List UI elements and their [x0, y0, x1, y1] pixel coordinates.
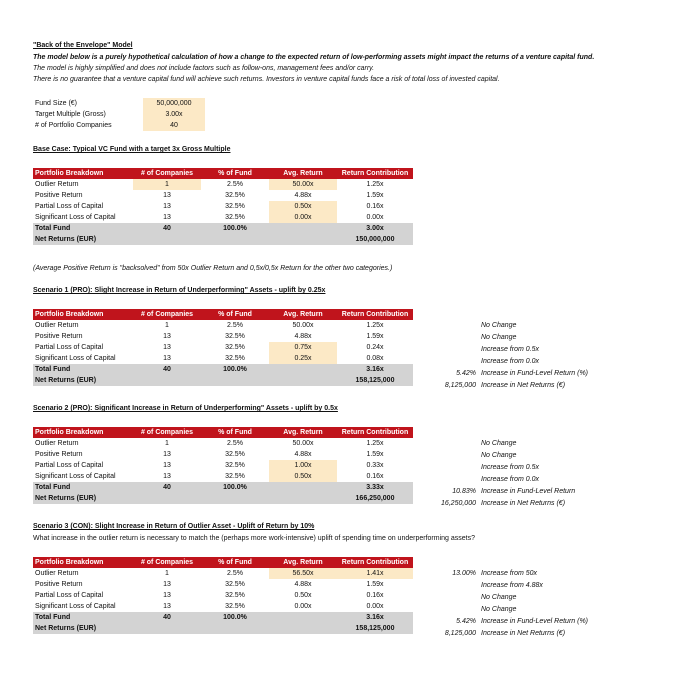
- cell[interactable]: 1.41x: [337, 568, 413, 579]
- cell: 32.5%: [225, 592, 245, 599]
- base-footnote: (Average Positive Return is "backsolved" from 50x Outlier Return and 0,5x/0,5x Return for the other two categories.): [33, 265, 393, 272]
- cell: [269, 612, 337, 623]
- cell: 158,125,000: [337, 623, 413, 634]
- table-row: [33, 179, 413, 190]
- scenario-3-title: Scenario 3 (CON): Slight Increase in Return of Outlier Asset - Uplift of Return by 10%: [33, 523, 315, 530]
- table-row: [33, 353, 413, 364]
- scenario-3-question: What increase in the outlier return is necessary to match the (perhaps more work-intensive) uplift of spending time on underperforming assets?: [33, 535, 475, 542]
- cell: [133, 234, 201, 245]
- scenario-2-net-increase: 16,250,000: [440, 500, 476, 507]
- cell: 13: [163, 451, 171, 458]
- cell: 32.5%: [225, 451, 245, 458]
- cell: 1.59x: [366, 192, 384, 199]
- cell: 13: [163, 355, 171, 362]
- cell: 13: [163, 473, 171, 480]
- scenario-2-table: [33, 427, 413, 504]
- cell[interactable]: 50.00x: [269, 179, 337, 190]
- row-label: Outlier Return: [35, 440, 79, 447]
- table-row: [33, 449, 413, 460]
- scenario-1-note: Increase in Fund-Level Return (%): [481, 370, 588, 377]
- cell: 100.0%: [201, 223, 269, 234]
- scenario-2-note: Increase in Net Returns (€): [481, 500, 566, 507]
- scenario-3-note: No Change: [481, 594, 517, 601]
- col-header: Avg. Return: [269, 557, 337, 568]
- table-row: [33, 568, 413, 579]
- cell: 13: [163, 333, 171, 340]
- cell: [201, 375, 269, 386]
- table-row: [33, 438, 413, 449]
- input-table: [33, 98, 205, 131]
- cell: 32.5%: [225, 214, 245, 221]
- col-header: Return Contribution: [337, 557, 413, 568]
- scenario-2-note: Increase from 0.5x: [481, 464, 539, 471]
- table-row: [33, 601, 413, 612]
- base-case-table: [33, 168, 413, 245]
- row-label: Positive Return: [35, 333, 83, 340]
- intro-line-1: The model below is a purely hypothetical calculation of how a change to the expected return of low-performing assets might impact the returns of a venture capital fund.: [33, 54, 595, 61]
- input-row: [33, 98, 205, 109]
- col-header: Return Contribution: [337, 309, 413, 320]
- cell: 0.00x: [366, 603, 384, 610]
- cell: [201, 234, 269, 245]
- cell: 0.24x: [366, 344, 384, 351]
- cell: [133, 493, 201, 504]
- col-header: # of Companies: [133, 557, 201, 568]
- cell: 1: [165, 322, 169, 329]
- row-label: Net Returns (EUR): [33, 375, 133, 386]
- scenario-3-note: No Change: [481, 606, 517, 613]
- scenario-3-pct-increase: 5.42%: [456, 618, 476, 625]
- row-label: Outlier Return: [35, 322, 79, 329]
- intro-line-2: The model is highly simplified and does not include factors such as follow-ons, management fees and/or carry.: [33, 65, 375, 72]
- cell: 158,125,000: [337, 375, 413, 386]
- cell: 13: [163, 462, 171, 469]
- cell: 100.0%: [201, 482, 269, 493]
- cell: 0.00x: [366, 214, 384, 221]
- cell: [269, 375, 337, 386]
- net-row: [33, 493, 413, 504]
- cell: [133, 623, 201, 634]
- scenario-2-note: No Change: [481, 440, 517, 447]
- row-label: Partial Loss of Capital: [35, 203, 104, 210]
- cell: 0.08x: [366, 355, 384, 362]
- cell: [269, 364, 337, 375]
- table-row: [33, 331, 413, 342]
- cell: 32.5%: [225, 344, 245, 351]
- cell: 4.88x: [294, 192, 312, 199]
- cell: 13: [163, 592, 171, 599]
- cell[interactable]: 0.00x: [269, 212, 337, 223]
- cell: 32.5%: [225, 192, 245, 199]
- row-label: Outlier Return: [35, 570, 79, 577]
- cell[interactable]: 56.50x: [269, 568, 337, 579]
- col-header: Portfolio Breakdown: [33, 168, 133, 179]
- table-header-row: [33, 309, 413, 320]
- cell: 32.5%: [225, 333, 245, 340]
- scenario-1-note: No Change: [481, 334, 517, 341]
- scenario-1-table: [33, 309, 413, 386]
- table-row: [33, 320, 413, 331]
- cell: 1.25x: [366, 181, 384, 188]
- cell: 1.25x: [366, 322, 384, 329]
- cell: 2.5%: [227, 322, 243, 329]
- col-header: Portfolio Breakdown: [33, 309, 133, 320]
- intro-line-3: There is no guarantee that a venture capital fund will achieve such returns. Investors in venture capital funds face a risk of total loss of invested capital.: [33, 76, 500, 83]
- cell: 150,000,000: [337, 234, 413, 245]
- cell: 40: [133, 223, 201, 234]
- cell: [269, 234, 337, 245]
- col-header: Avg. Return: [269, 427, 337, 438]
- cell: 2.5%: [227, 181, 243, 188]
- table-row: [33, 579, 413, 590]
- col-header: Portfolio Breakdown: [33, 557, 133, 568]
- scenario-2-note: No Change: [481, 452, 517, 459]
- cell[interactable]: 1.00x: [269, 460, 337, 471]
- cell: 40: [133, 612, 201, 623]
- col-header: % of Fund: [201, 168, 269, 179]
- page-title: "Back of the Envelope" Model: [33, 42, 133, 49]
- cell: 0.16x: [366, 592, 384, 599]
- cell: 4.88x: [294, 451, 312, 458]
- cell: 4.88x: [294, 333, 312, 340]
- row-label: Outlier Return: [35, 181, 79, 188]
- cell: 32.5%: [225, 355, 245, 362]
- cell: 1.59x: [366, 451, 384, 458]
- fund-size-cell[interactable]: 50,000,000: [143, 98, 205, 109]
- cell[interactable]: 0.50x: [269, 471, 337, 482]
- cell: 50.00x: [292, 322, 314, 329]
- row-label: Positive Return: [35, 192, 83, 199]
- cell: [269, 493, 337, 504]
- total-row: [33, 482, 413, 493]
- scenario-2-note: Increase from 0.0x: [481, 476, 539, 483]
- cell: 1.59x: [366, 581, 384, 588]
- table-header-row: [33, 168, 413, 179]
- row-label: Total Fund: [33, 482, 133, 493]
- net-row: [33, 234, 413, 245]
- cell: 1: [165, 440, 169, 447]
- base-case-title: Base Case: Typical VC Fund with a target 3x Gross Multiple: [33, 146, 231, 153]
- scenario-1-note: No Change: [481, 322, 517, 329]
- row-label: Total Fund: [33, 223, 133, 234]
- cell: 32.5%: [225, 473, 245, 480]
- cell: 13: [163, 214, 171, 221]
- cell: 4.88x: [294, 581, 312, 588]
- cell: [133, 375, 201, 386]
- col-header: # of Companies: [133, 427, 201, 438]
- cell: 32.5%: [225, 603, 245, 610]
- cell: 0.33x: [366, 462, 384, 469]
- total-row: [33, 612, 413, 623]
- table-row: [33, 190, 413, 201]
- cell: 0.16x: [366, 473, 384, 480]
- scenario-3-note: Increase from 50x: [481, 570, 538, 577]
- cell: 166,250,000: [337, 493, 413, 504]
- cell: [269, 482, 337, 493]
- cell: 32.5%: [225, 581, 245, 588]
- row-label: Net Returns (EUR): [33, 234, 133, 245]
- total-row: [33, 223, 413, 234]
- cell: [269, 623, 337, 634]
- input-label: # of Portfolio Companies: [35, 122, 112, 129]
- cell: [269, 223, 337, 234]
- scenario-1-note: Increase from 0.0x: [481, 358, 539, 365]
- row-label: Partial Loss of Capital: [35, 344, 104, 351]
- cell: 1.59x: [366, 333, 384, 340]
- scenario-2-note: Increase in Fund-Level Return: [481, 488, 576, 495]
- row-label: Total Fund: [33, 364, 133, 375]
- cell: [201, 493, 269, 504]
- cell: 13: [163, 192, 171, 199]
- input-label: Fund Size (€): [35, 100, 78, 107]
- scenario-2-title: Scenario 2 (PRO): Significant Increase in Return of Underperforming" Assets - uplift by 0.5x: [33, 405, 338, 412]
- input-row: [33, 109, 205, 120]
- scenario-1-note: Increase in Net Returns (€): [481, 382, 566, 389]
- row-label: Significant Loss of Capital: [35, 603, 116, 610]
- cell: 100.0%: [201, 364, 269, 375]
- cell: 32.5%: [225, 462, 245, 469]
- table-row: [33, 212, 413, 223]
- cell: 0.50x: [294, 592, 312, 599]
- cell: 2.5%: [227, 570, 243, 577]
- scenario-3-note: Increase in Fund-Level Return (%): [481, 618, 588, 625]
- col-header: # of Companies: [133, 309, 201, 320]
- scenario-1-title: Scenario 1 (PRO): Slight Increase in Return of Underperforming" Assets - uplift by 0.25x: [33, 287, 326, 294]
- cell: 0.00x: [294, 603, 312, 610]
- cell: 40: [133, 364, 201, 375]
- row-label: Significant Loss of Capital: [35, 355, 116, 362]
- scenario-3-note: Increase in Net Returns (€): [481, 630, 566, 637]
- col-header: # of Companies: [133, 168, 201, 179]
- scenario-3-net-increase: 8,125,000: [444, 630, 476, 637]
- col-header: % of Fund: [201, 427, 269, 438]
- cell: 32.5%: [225, 203, 245, 210]
- target-multiple-cell[interactable]: 3.00x: [143, 109, 205, 120]
- cell: 0.16x: [366, 203, 384, 210]
- row-label: Positive Return: [35, 581, 83, 588]
- col-header: Avg. Return: [269, 309, 337, 320]
- row-label: Significant Loss of Capital: [35, 473, 116, 480]
- cell: [201, 623, 269, 634]
- table-header-row: [33, 557, 413, 568]
- table-row: [33, 471, 413, 482]
- cell: 2.5%: [227, 440, 243, 447]
- cell: 3.16x: [337, 364, 413, 375]
- cell: 40: [133, 482, 201, 493]
- table-row: [33, 201, 413, 212]
- col-header: Return Contribution: [337, 427, 413, 438]
- input-label: Target Multiple (Gross): [35, 111, 106, 118]
- col-header: % of Fund: [201, 557, 269, 568]
- portfolio-count-cell[interactable]: 40: [143, 120, 205, 131]
- net-row: [33, 623, 413, 634]
- cell: 13: [163, 581, 171, 588]
- cell: 13: [163, 344, 171, 351]
- cell: 1.25x: [366, 440, 384, 447]
- cell: 1: [165, 570, 169, 577]
- scenario-1-pct-increase: 5.42%: [456, 370, 476, 377]
- col-header: % of Fund: [201, 309, 269, 320]
- cell: 100.0%: [201, 612, 269, 623]
- row-label: Net Returns (EUR): [33, 493, 133, 504]
- cell: 3.00x: [337, 223, 413, 234]
- table-row: [33, 460, 413, 471]
- row-label: Partial Loss of Capital: [35, 592, 104, 599]
- scenario-3-table: [33, 557, 413, 634]
- cell: 13: [163, 603, 171, 610]
- table-row: [33, 590, 413, 601]
- scenario-1-note: Increase from 0.5x: [481, 346, 539, 353]
- cell[interactable]: 1: [133, 179, 201, 190]
- scenario-1-net-increase: 8,125,000: [444, 382, 476, 389]
- cell[interactable]: 0.25x: [269, 353, 337, 364]
- input-row: [33, 120, 205, 131]
- scenario-3-pct-outlier: 13.00%: [452, 570, 476, 577]
- cell: 3.33x: [337, 482, 413, 493]
- cell: 3.16x: [337, 612, 413, 623]
- table-row: [33, 342, 413, 353]
- row-label: Net Returns (EUR): [33, 623, 133, 634]
- cell: 50.00x: [292, 440, 314, 447]
- table-header-row: [33, 427, 413, 438]
- col-header: Avg. Return: [269, 168, 337, 179]
- cell[interactable]: 0.50x: [269, 201, 337, 212]
- scenario-2-pct-increase: 10.83%: [452, 488, 476, 495]
- col-header: Return Contribution: [337, 168, 413, 179]
- total-row: [33, 364, 413, 375]
- row-label: Partial Loss of Capital: [35, 462, 104, 469]
- net-row: [33, 375, 413, 386]
- col-header: Portfolio Breakdown: [33, 427, 133, 438]
- row-label: Total Fund: [33, 612, 133, 623]
- cell: 13: [163, 203, 171, 210]
- row-label: Significant Loss of Capital: [35, 214, 116, 221]
- row-label: Positive Return: [35, 451, 83, 458]
- cell[interactable]: 0.75x: [269, 342, 337, 353]
- scenario-3-note: Increase from 4.88x: [481, 582, 543, 589]
